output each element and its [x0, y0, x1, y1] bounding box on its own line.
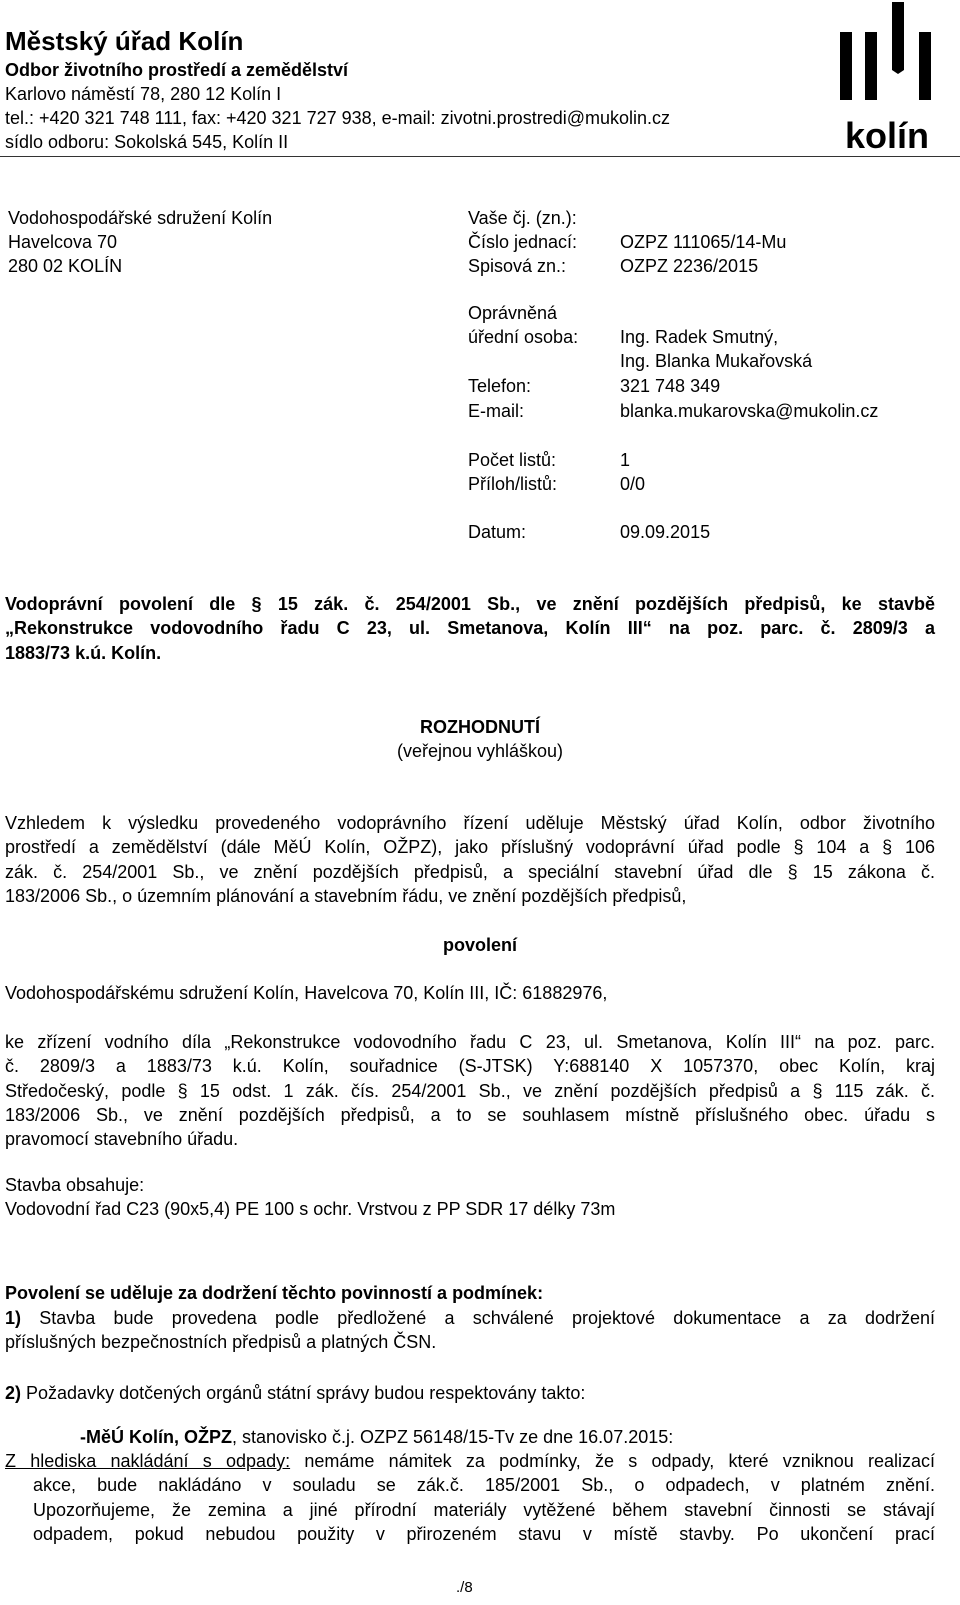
intro-line: 183/2006 Sb., o územním plánování a stavebním řádu, ve znění pozdějších předpisů,	[5, 885, 687, 906]
condition-1	[5, 1306, 935, 1355]
page-footer: ./8	[456, 1579, 473, 1596]
officer-name: Ing. Blanka Mukařovská	[620, 351, 813, 371]
purpose-line: 183/2006 Sb., ve znění pozdějších předpisů, a to se souhlasem místně příslušného obec. úřadu s	[5, 1104, 935, 1125]
attachments-label: Příloh/listů:	[468, 474, 558, 494]
subject-line: „Rekonstrukce vodovodního řadu C 23, ul. Smetanova, Kolín III“ na poz. parc. č. 2809/3 a	[5, 618, 935, 639]
kolin-logo	[835, 0, 945, 152]
officer-name: Ing. Radek Smutný,	[620, 327, 779, 347]
waste-paragraph	[5, 1449, 935, 1546]
waste-line: nemáme námitek za podmínky, že s odpady, které vzniknou realizací	[290, 1451, 935, 1471]
header-divider	[0, 156, 960, 157]
subject-line: Vodoprávní povolení dle § 15 zák. č. 254/2001 Sb., ve znění pozdějších předpisů, ke stavbě	[5, 594, 935, 614]
phone: 321 748 349	[620, 376, 721, 396]
grantee: Vodohospodářskému sdružení Kolín, Havelcova 70, Kolín III, IČ: 61882976,	[5, 983, 608, 1003]
intro-paragraph	[5, 811, 935, 908]
purpose-line: pravomocí stavebního úřadu.	[5, 1129, 239, 1150]
construction-detail: Vodovodní řad C23 (90x5,4) PE 100 s ochr. Vrstvou z PP SDR 17 délky 73m	[5, 1199, 616, 1219]
office-address: Karlovo náměstí 78, 280 12 Kolín I	[5, 84, 282, 104]
condition-2	[5, 1381, 585, 1405]
waste-label: Z hlediska nakládání s odpady:	[5, 1451, 291, 1471]
opinion-text: , stanovisko č.j. OZPZ 56148/15-Tv ze dne 16.07.2015:	[232, 1427, 674, 1447]
recipient-line: Vodohospodářské sdružení Kolín	[8, 208, 273, 228]
sheets-label: Počet listů:	[468, 450, 557, 470]
condition-text: Stavba bude provedena podle předložené a schválené projektové dokumentace a za dodržení	[21, 1308, 935, 1328]
decision-subtitle: (veřejnou vyhláškou)	[396, 741, 564, 761]
condition-number: 2)	[5, 1383, 22, 1403]
purpose-paragraph	[5, 1030, 935, 1151]
conditions-title: Povolení se uděluje za dodržení těchto povinností a podmínek:	[5, 1283, 544, 1303]
ref-no-label: Číslo jednací:	[468, 232, 578, 252]
opinion-org: -MěÚ Kolín, OŽPZ	[80, 1427, 232, 1447]
recipient-line: 280 02 KOLÍN	[8, 256, 123, 276]
subject-line: 1883/73 k.ú. Kolín.	[5, 642, 162, 663]
opinion-heading	[80, 1425, 673, 1449]
email-link[interactable]: blanka.mukarovska@mukolin.cz	[620, 401, 879, 421]
department-name: Odbor životního prostředí a zemědělství	[5, 60, 349, 80]
office-contact: tel.: +420 321 748 111, fax: +420 321 727 938, e-mail: zivotni.prostredi@mukolin.cz	[5, 108, 671, 128]
officer-label: Oprávněná	[468, 303, 558, 323]
waste-line: odpadem, pokud nebudou použity v přirozeném stavu v místě stavby. Po ukončení prací	[33, 1523, 935, 1544]
condition-text: příslušných bezpečnostních předpisů a platných ČSN.	[5, 1332, 437, 1353]
svg-text:kolín: kolín	[844, 115, 930, 152]
recipient-line: Havelcova 70	[8, 232, 118, 252]
sheets: 1	[620, 450, 631, 470]
intro-line: prostředí a zemědělství (dále MěÚ Kolín, OŽPZ), jako příslušný vodoprávní úřad podle § 104 a § 106	[5, 837, 935, 858]
date: 09.09.2015	[620, 522, 711, 542]
office-seat: sídlo odboru: Sokolská 545, Kolín II	[5, 132, 289, 152]
subject	[5, 592, 935, 665]
email-label: E-mail:	[468, 401, 525, 421]
file-no: OZPZ 2236/2015	[620, 256, 759, 276]
ref-no: OZPZ 111065/14-Mu	[620, 232, 787, 252]
waste-line: akce, bude nakládáno v souladu se zák.č. 185/2001 Sb., o odpadech, v platném znění.	[33, 1475, 935, 1496]
your-ref-label: Vaše čj. (zn.):	[468, 208, 577, 228]
date-label: Datum:	[468, 522, 527, 542]
waste-line: Upozorňujeme, že zemina a jiné přírodní materiály vytěžené během stavební činnosti se stávají	[33, 1499, 935, 1520]
condition-number: 1)	[5, 1308, 22, 1328]
file-label: Spisová zn.:	[468, 256, 567, 276]
phone-label: Telefon:	[468, 376, 532, 396]
construction-label: Stavba obsahuje:	[5, 1175, 145, 1195]
officer-label: úřední osoba:	[468, 327, 579, 347]
attachments: 0/0	[620, 474, 646, 494]
condition-text: Požadavky dotčených orgánů státní správy budou respektovány takto:	[21, 1383, 586, 1403]
permit-word: povolení	[442, 935, 517, 955]
intro-line: zák. č. 254/2001 Sb., ve znění pozdějších předpisů, a speciální stavební úřad dle § 15 zákona č.	[5, 861, 935, 882]
office-title: Městský úřad Kolín	[5, 26, 244, 56]
purpose-line: ke zřízení vodního díla „Rekonstrukce vodovodního řadu C 23, ul. Smetanova, Kolín III“ na poz. parc.	[5, 1032, 935, 1052]
intro-line: Vzhledem k výsledku provedeného vodoprávního řízení uděluje Městský úřad Kolín, odbor životního	[5, 813, 935, 833]
purpose-line: č. 2809/3 a 1883/73 k.ú. Kolín, souřadnice (S-JTSK) Y:688140 X 1057370, obec Kolín, kraj	[5, 1056, 935, 1077]
purpose-line: Středočeský, podle § 15 odst. 1 zák. čís. 254/2001 Sb., ve znění pozdějších předpisů a § 115 zák. č.	[5, 1080, 935, 1101]
decision-title: ROZHODNUTÍ	[420, 717, 540, 737]
